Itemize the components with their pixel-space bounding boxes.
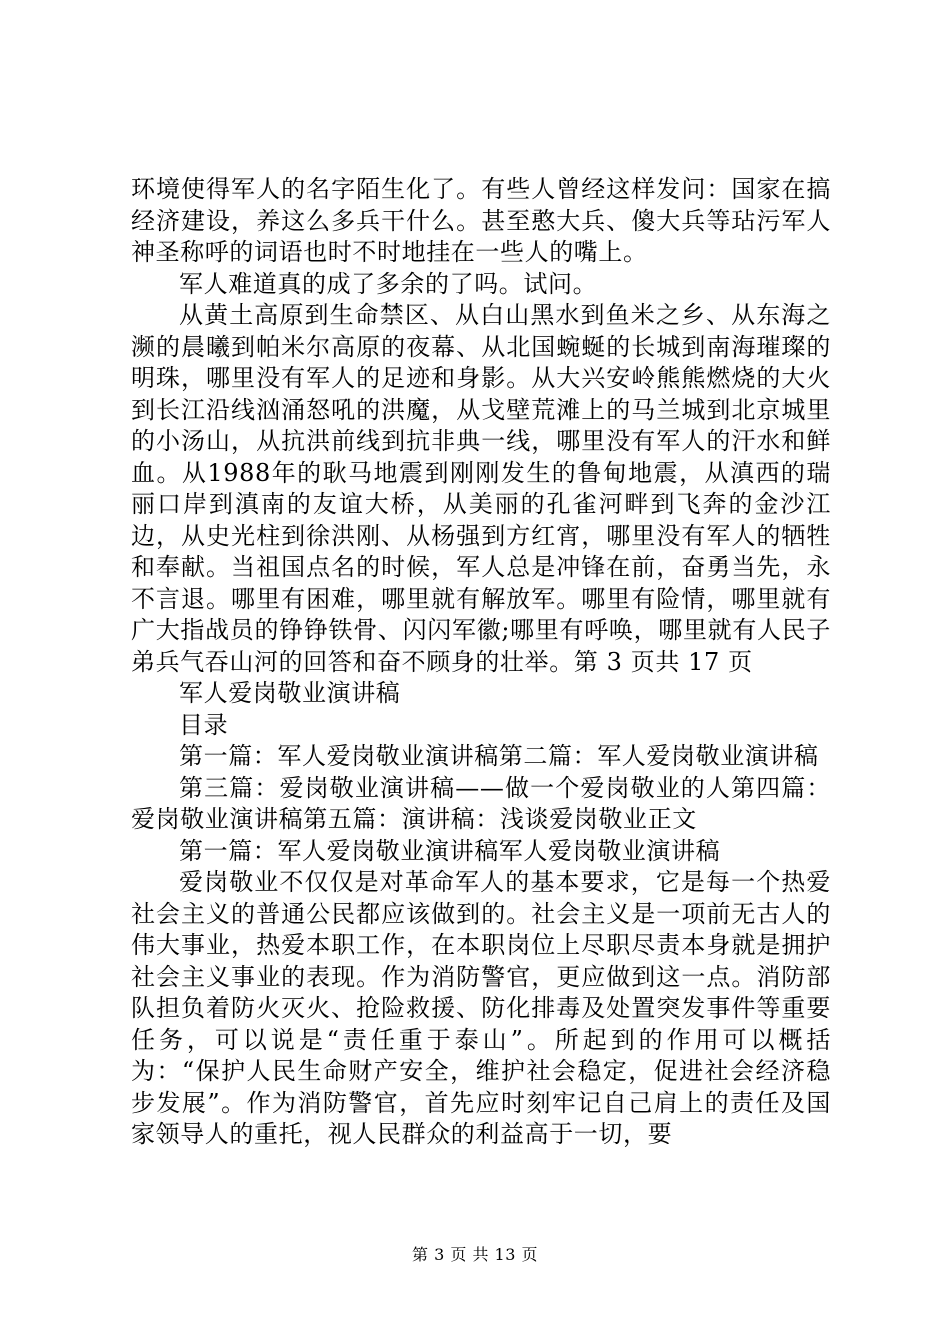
paragraph-question: 军人难道真的成了多余的了吗。试问。 (179, 269, 598, 298)
section-heading-1: 第一篇：军人爱岗敬业演讲稿军人爱岗敬业演讲稿 (179, 836, 721, 865)
toc-entry-3-5: 第三篇：爱岗敬业演讲稿——做一个爱岗敬业的人第四篇：爱岗敬业演讲稿第五篇：演讲稿：浅谈爱岗敬业正文 (131, 773, 831, 833)
document-title: 军人爱岗敬业演讲稿 (179, 679, 401, 707)
page-footer: 第 3 页 共 13 页 (412, 1245, 538, 1264)
table-of-contents-heading: 目录 (179, 710, 229, 739)
paragraph-continued: 环境使得军人的名字陌生化了。有些人曾经这样发问：国家在搞经济建设，养这么多兵干什么。甚至憨大兵、傻大兵等玷污军人神圣称呼的词语也时不时地挂在一些人的嘴上。 (131, 175, 831, 266)
paragraph-military-contribution: 从黄土高原到生命禁区、从白山黑水到鱼米之乡、从东海之濒的晨曦到帕米尔高原的夜幕、从北国蜿蜒的长城到南海璀璨的明珠，哪里没有军人的足迹和身影。从大兴安岭熊熊燃烧的大火到长江沿线汹涌怒吼的洪魔，从戈壁荒滩上的马兰城到北京城里的小汤山，从抗洪前线到抗非典一线，哪里没有军人的汗水和鲜血。从1988年的耿马地震到刚刚发生的鲁甸地震，从滇西的瑞丽口岸到滇南的友谊大桥，从美丽的孔雀河畔到飞奔的金沙江边，从史光柱到徐洪刚、从杨强到方红宵，哪里没有军人的牺牲和奉献。当祖国点名的时候，军人总是冲锋在前，奋勇当先，永不言退。哪里有困难，哪里就有解放军。哪里有险情，哪里就有广大指战员的铮铮铁骨、闪闪军徽;哪里有呼唤，哪里就有人民子弟兵气吞山河的回答和奋不顾身的壮举。第 3 页共 17 页 (131, 301, 831, 676)
document-body (131, 174, 831, 1151)
toc-entry-1-2: 第一篇：军人爱岗敬业演讲稿第二篇：军人爱岗敬业演讲稿 (179, 742, 819, 770)
paragraph-dedication: 爱岗敬业不仅仅是对革命军人的基本要求，它是每一个热爱社会主义的普通公民都应该做到的。社会主义是一项前无古人的伟大事业，热爱本职工作，在本职岗位上尽职尽责本身就是拥护社会主义事业的表现。作为消防警官，更应做到这一点。消防部队担负着防火灭火、抢险救援、防化排毒及处置突发事件等重要任务，可以说是“责任重于泰山”。所起到的作用可以概括为：“保护人民生命财产安全，维护社会稳定，促进社会经济稳步发展”。作为消防警官，首先应时刻牢记自己肩上的责任及国家领导人的重托，视人民群众的利益高于一切，要 (131, 868, 831, 1148)
